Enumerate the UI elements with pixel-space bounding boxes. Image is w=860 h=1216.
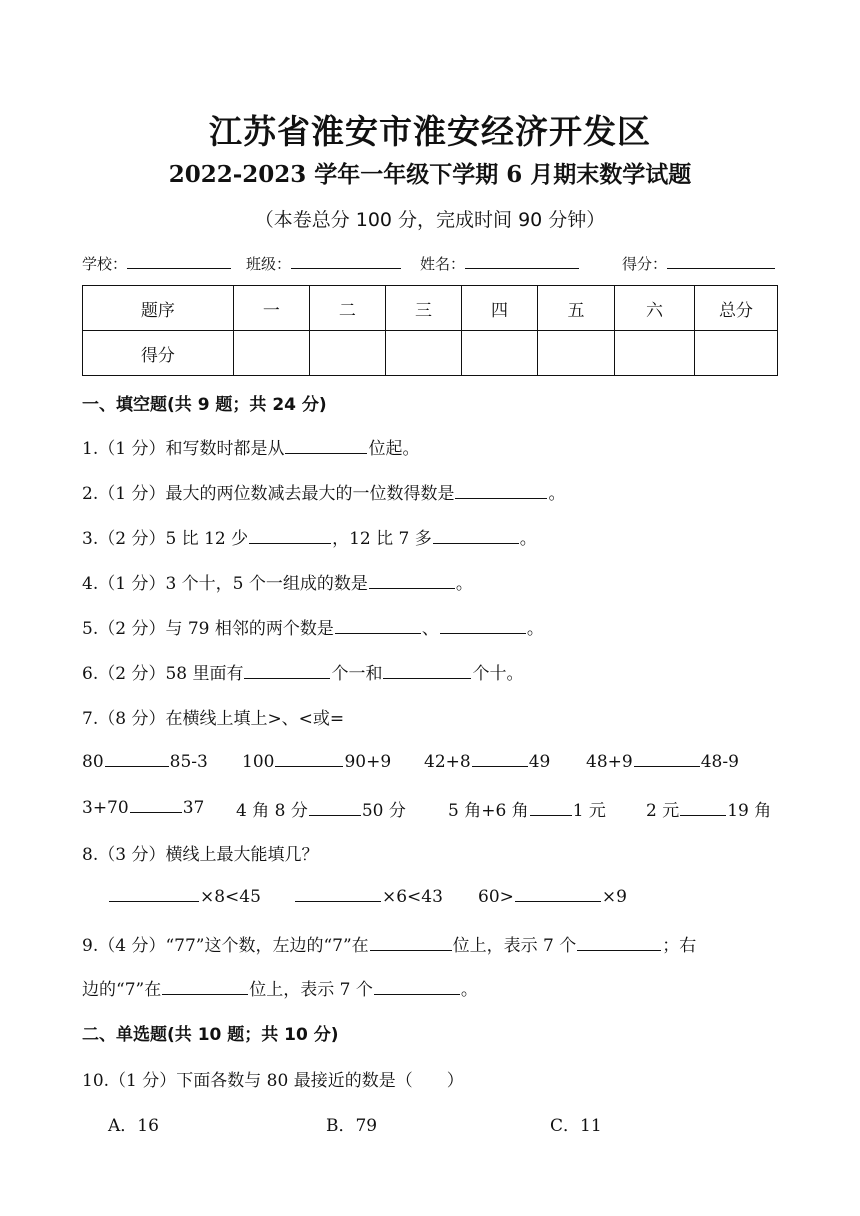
compare-right: 37 [182,798,205,818]
compare-left: 80 [82,752,104,772]
answer-blank[interactable] [530,799,572,816]
compare-right: 85-3 [169,752,208,772]
answer-blank[interactable] [680,799,726,816]
compare-item [424,750,550,772]
option-c[interactable]: C．11 [550,1116,602,1136]
answer-blank[interactable] [440,617,526,634]
answer-blank[interactable] [162,978,248,995]
compare-right: 49 [528,752,551,772]
table-cell: 得分 [83,331,234,376]
compare-item [586,750,739,772]
compare-left: 5 角+6 角 [448,801,529,821]
question-3 [82,524,537,549]
score-table-score-row [83,331,778,376]
question-1 [82,434,419,459]
answer-blank[interactable] [383,662,471,679]
school-field [82,253,231,274]
q6-text-c: 个十。 [472,664,524,684]
question-8-stem: 8.（3 分）横线上最大能填几？ [82,845,319,865]
compare-right: 48-9 [700,752,739,772]
answer-blank[interactable] [515,885,601,902]
q5-text-a: 5.（2 分）与 79 相邻的两个数是 [82,619,334,639]
answer-blank[interactable] [472,750,528,767]
q5-text-c: 。 [526,619,544,639]
q4-text-b: 。 [455,574,473,594]
question-10-stem: 10.（1 分）下面各数与 80 最接近的数是（ ） [82,1071,464,1091]
answer-blank[interactable] [275,750,343,767]
answer-blank[interactable] [374,978,460,995]
exam-title-line1: 江苏省淮安市淮安经济开发区 [209,112,651,151]
answer-blank[interactable] [335,617,421,634]
exam-title-line2: 2022-2023 学年一年级下学期 6 月期末数学试题 [168,161,692,188]
table-cell: 三 [385,286,461,331]
q8-item-text: ×9 [601,887,627,907]
answer-blank[interactable] [109,885,199,902]
compare-item [82,750,208,772]
section1-heading: 一、填空题(共 9 题；共 24 分) [82,395,327,415]
table-cell: 一 [233,286,309,331]
question-9-line2 [82,975,478,1000]
answer-blank[interactable] [105,750,169,767]
score-input-cell[interactable] [309,331,385,376]
q3-text-c: 。 [519,529,537,549]
q9-text-d: 边的“7”在 [82,980,162,1000]
q8-item [108,885,261,907]
compare-right: 1 元 [572,801,606,821]
score-blank[interactable] [667,254,775,269]
table-cell: 四 [461,286,537,331]
answer-blank[interactable] [634,750,700,767]
question-4 [82,569,473,594]
answer-blank[interactable] [370,934,452,951]
compare-item [82,796,204,818]
score-input-cell[interactable] [615,331,695,376]
score-input-cell[interactable] [538,331,615,376]
q9-text-e: 位上，表示 7 个 [249,980,373,1000]
table-cell: 六 [615,286,695,331]
exam-subtitle: （本卷总分 100 分，完成时间 90 分钟） [254,209,606,231]
class-field [246,253,401,274]
q5-text-b: 、 [421,619,439,639]
q3-text-a: 3.（2 分）5 比 12 少 [82,529,249,549]
name-blank[interactable] [465,254,579,269]
score-field [622,253,775,274]
table-cell: 二 [309,286,385,331]
compare-left: 4 角 8 分 [236,801,308,821]
answer-blank[interactable] [295,885,381,902]
q8-item [478,885,627,907]
compare-right: 19 角 [727,801,772,821]
score-label: 得分： [622,255,668,273]
score-table [82,285,778,376]
q1-text-a: 1.（1 分）和写数时都是从 [82,439,285,459]
name-label: 姓名： [420,255,466,273]
score-input-cell[interactable] [233,331,309,376]
compare-left: 2 元 [646,801,680,821]
compare-right: 50 分 [361,801,406,821]
q8-item-text: ×8<45 [200,887,261,907]
question-2 [82,479,565,504]
score-table-header-row [83,286,778,331]
option-a[interactable]: A．16 [108,1116,159,1136]
score-input-cell[interactable] [385,331,461,376]
score-input-cell[interactable] [461,331,537,376]
section2-heading: 二、单选题(共 10 题；共 10 分) [82,1025,339,1045]
compare-item [236,796,406,821]
compare-left: 42+8 [424,752,471,772]
question-9-line1 [82,931,696,956]
q6-text-b: 个一和 [331,664,383,684]
q9-text-a: 9.（4 分）“77”这个数，左边的“7”在 [82,936,369,956]
q1-text-b: 位起。 [368,439,420,459]
answer-blank[interactable] [244,662,330,679]
answer-blank[interactable] [577,934,661,951]
answer-blank[interactable] [369,572,455,589]
table-cell: 题序 [83,286,234,331]
q8-item [294,885,443,907]
school-blank[interactable] [127,254,231,269]
compare-left: 48+9 [586,752,633,772]
option-b[interactable]: B．79 [326,1116,378,1136]
compare-right: 90+9 [344,752,392,772]
answer-blank[interactable] [455,482,547,499]
q9-text-b: 位上，表示 7 个 [452,936,577,956]
question-6 [82,659,523,684]
q2-text-b: 。 [548,484,566,504]
q2-text-a: 2.（1 分）最大的两位数减去最大的一位数得数是 [82,484,455,504]
compare-left: 3+70 [82,798,129,818]
q6-text-a: 6.（2 分）58 里面有 [82,664,244,684]
compare-item [646,796,771,821]
answer-blank[interactable] [309,799,361,816]
class-blank[interactable] [291,254,401,269]
answer-blank[interactable] [249,527,331,544]
table-cell: 总分 [695,286,778,331]
compare-left: 100 [242,752,275,772]
q9-text-f: 。 [460,980,478,1000]
compare-item [448,796,606,821]
q8-item-text: ×6<43 [382,887,443,907]
answer-blank[interactable] [433,527,519,544]
q3-text-b: ，12 比 7 多 [332,529,432,549]
name-field [420,253,579,274]
q4-text-a: 4.（1 分）3 个十，5 个一组成的数是 [82,574,368,594]
question-5 [82,614,544,639]
school-label: 学校： [82,255,128,273]
answer-blank[interactable] [130,796,182,813]
class-label: 班级： [246,255,292,273]
question-7-stem: 7.（8 分）在横线上填上>、<或= [82,709,345,729]
q9-text-c: ；右 [662,936,697,956]
score-input-cell[interactable] [695,331,778,376]
compare-item [242,750,391,772]
q8-item-text: 60> [478,887,514,907]
table-cell: 五 [538,286,615,331]
answer-blank[interactable] [285,437,367,454]
